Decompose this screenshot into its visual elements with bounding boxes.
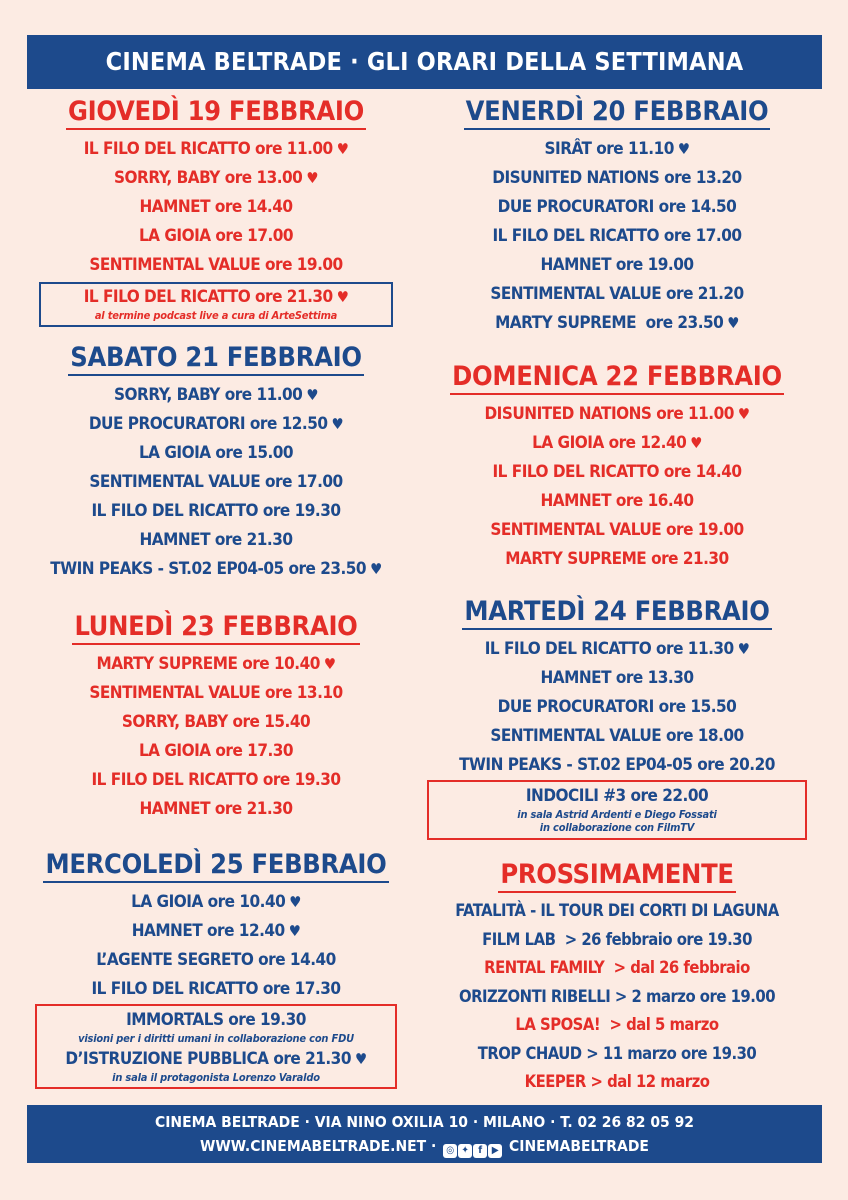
heart-icon: ♥ — [727, 314, 739, 332]
event-note: al termine podcast live a cura di ArteSettima — [94, 309, 338, 322]
heart-icon: ♥ — [737, 405, 750, 423]
screening-row: IL FILO DEL RICATTO ore 17.00 — [492, 226, 742, 246]
event-title: INDOCILI #3 ore 22.00 — [525, 786, 709, 806]
day-tuesday — [420, 597, 814, 840]
instagram-icon[interactable]: ◎ — [443, 1144, 457, 1158]
heart-icon: ♥ — [331, 415, 344, 433]
day-monday — [24, 612, 408, 824]
coming-soon-item: FILM LAB > 26 febbraio ore 19.30 — [482, 929, 752, 949]
day-saturday — [24, 343, 408, 584]
twitter-icon[interactable]: ✦ — [458, 1144, 472, 1158]
day-title: LUNEDÌ 23 FEBBRAIO — [72, 612, 359, 645]
event-box — [427, 780, 807, 840]
event-note: visioni per i diritti umani in collaborazione con FDU — [78, 1032, 354, 1045]
screening-row: MARTY SUPREME ore 23.50 ♥ — [495, 313, 739, 333]
heart-icon: ♥ — [306, 169, 318, 187]
youtube-icon[interactable]: ▶ — [488, 1144, 502, 1158]
screening-row: IL FILO DEL RICATTO ore 19.30 — [91, 770, 341, 790]
screening-row: DISUNITED NATIONS ore 13.20 — [492, 168, 742, 188]
screening-row: IL FILO DEL RICATTO ore 14.40 — [492, 462, 742, 482]
heart-icon: ♥ — [370, 560, 382, 578]
event-title: IL FILO DEL RICATTO ore 21.30 ♥ — [83, 287, 349, 307]
footer-band — [27, 1105, 822, 1163]
coming-soon-item: TROP CHAUD > 11 marzo ore 19.30 — [477, 1043, 757, 1063]
coming-soon-item: KEEPER > dal 12 marzo — [524, 1072, 710, 1091]
screening-row: DISUNITED NATIONS ore 11.00 ♥ — [484, 404, 750, 424]
social-handle[interactable]: CINEMABELTRADE — [509, 1137, 649, 1155]
heart-icon: ♥ — [323, 655, 336, 673]
day-thursday — [24, 97, 408, 327]
screening-row: DUE PROCURATORI ore 15.50 — [497, 697, 737, 717]
screening-row: SENTIMENTAL VALUE ore 19.00 — [89, 255, 343, 275]
heart-icon: ♥ — [289, 893, 301, 911]
coming-soon-item: ORIZZONTI RIBELLI > 2 marzo ore 19.00 — [458, 986, 776, 1006]
screening-row: SENTIMENTAL VALUE ore 21.20 — [490, 284, 744, 304]
header-band — [27, 35, 822, 89]
screening-row: DUE PROCURATORI ore 14.50 — [497, 197, 737, 217]
screening-row: SENTIMENTAL VALUE ore 17.00 — [89, 472, 343, 492]
screening-row: SENTIMENTAL VALUE ore 13.10 — [89, 683, 343, 703]
coming-soon-item: RENTAL FAMILY > dal 26 febbraio — [484, 958, 750, 977]
event-title: IMMORTALS ore 19.30 — [126, 1010, 306, 1030]
screening-row: LA GIOIA ore 15.00 — [138, 443, 294, 463]
day-title: MARTEDÌ 24 FEBBRAIO — [462, 597, 771, 630]
coming-soon-title: PROSSIMAMENTE — [498, 860, 735, 893]
screening-row: HAMNET ore 12.40 ♥ — [131, 921, 301, 941]
screening-row: SORRY, BABY ore 11.00 ♥ — [114, 385, 318, 405]
screening-row: SENTIMENTAL VALUE ore 19.00 — [490, 520, 744, 540]
screening-row: MARTY SUPREME ore 21.30 — [505, 549, 729, 569]
screening-row: HAMNET ore 21.30 — [139, 799, 293, 819]
footer-address: CINEMA BELTRADE · VIA NINO OXILIA 10 · MILANO · T. 02 26 82 05 92 — [155, 1113, 694, 1131]
screening-row: MARTY SUPREME ore 10.40 ♥ — [96, 654, 336, 674]
day-title: VENERDÌ 20 FEBBRAIO — [464, 97, 771, 130]
heart-icon: ♥ — [677, 140, 690, 158]
screening-row: HAMNET ore 16.40 — [540, 491, 694, 511]
screening-row: HAMNET ore 13.30 — [540, 668, 694, 688]
screening-row: L’AGENTE SEGRETO ore 14.40 — [96, 950, 336, 970]
heart-icon: ♥ — [336, 288, 349, 306]
heart-icon: ♥ — [737, 640, 750, 658]
screening-row: IL FILO DEL RICATTO ore 11.00 ♥ — [83, 139, 349, 159]
coming-soon-item: FATALITÀ - IL TOUR DEI CORTI DI LAGUNA — [455, 901, 779, 920]
screening-row: IL FILO DEL RICATTO ore 11.30 ♥ — [484, 639, 750, 659]
screening-row: IL FILO DEL RICATTO ore 17.30 — [91, 979, 341, 999]
day-friday — [420, 97, 814, 338]
event-box — [39, 282, 393, 327]
screening-row: HAMNET ore 19.00 — [540, 255, 694, 275]
screening-row: DUE PROCURATORI ore 12.50 ♥ — [88, 414, 344, 434]
screening-row: SORRY, BABY ore 15.40 — [121, 712, 311, 732]
day-title: GIOVEDÌ 19 FEBBRAIO — [66, 97, 366, 130]
heart-icon: ♥ — [690, 434, 702, 452]
day-title: DOMENICA 22 FEBBRAIO — [450, 362, 784, 395]
coming-soon — [420, 860, 814, 1097]
heart-icon: ♥ — [288, 922, 301, 940]
screening-row: LA GIOIA ore 17.00 — [138, 226, 294, 246]
coming-soon-item: LA SPOSA! > dal 5 marzo — [515, 1015, 719, 1034]
day-title: SABATO 21 FEBBRAIO — [68, 343, 363, 376]
social-icons — [443, 1144, 502, 1158]
screening-row: IL FILO DEL RICATTO ore 19.30 — [91, 501, 341, 521]
heart-icon: ♥ — [336, 140, 349, 158]
footer-contacts — [27, 1137, 822, 1158]
screening-row: HAMNET ore 14.40 — [139, 197, 293, 217]
screening-row: LA GIOIA ore 17.30 — [138, 741, 294, 761]
heart-icon: ♥ — [306, 386, 318, 404]
screening-row: TWIN PEAKS - ST.02 EP04-05 ore 20.20 — [459, 755, 775, 775]
screening-row: TWIN PEAKS - ST.02 EP04-05 ore 23.50 ♥ — [50, 559, 382, 579]
event-note: in sala Astrid Ardenti e Diego Fossati — [517, 808, 717, 821]
heart-icon: ♥ — [354, 1050, 367, 1068]
screening-row: SIRÂT ore 11.10 ♥ — [544, 139, 690, 159]
screening-row: LA GIOIA ore 12.40 ♥ — [532, 433, 702, 453]
screening-row: HAMNET ore 21.30 — [139, 530, 293, 550]
event-note: in sala il protagonista Lorenzo Varaldo — [112, 1071, 320, 1084]
day-wednesday — [24, 850, 408, 1089]
event-title: D’ISTRUZIONE PUBBLICA ore 21.30 ♥ — [65, 1049, 367, 1069]
screening-row: SENTIMENTAL VALUE ore 18.00 — [490, 726, 744, 746]
event-box — [35, 1004, 397, 1089]
website-link[interactable]: WWW.CINEMABELTRADE.NET · — [200, 1137, 437, 1155]
screening-row: LA GIOIA ore 10.40 ♥ — [131, 892, 301, 912]
screening-row: SORRY, BABY ore 13.00 ♥ — [114, 168, 318, 188]
event-note: in collaborazione con FilmTV — [539, 821, 695, 834]
facebook-icon[interactable]: f — [473, 1144, 487, 1158]
header-title: CINEMA BELTRADE · GLI ORARI DELLA SETTIMANA — [105, 47, 744, 76]
day-title: MERCOLEDÌ 25 FEBBRAIO — [43, 850, 388, 883]
day-sunday — [420, 362, 814, 574]
